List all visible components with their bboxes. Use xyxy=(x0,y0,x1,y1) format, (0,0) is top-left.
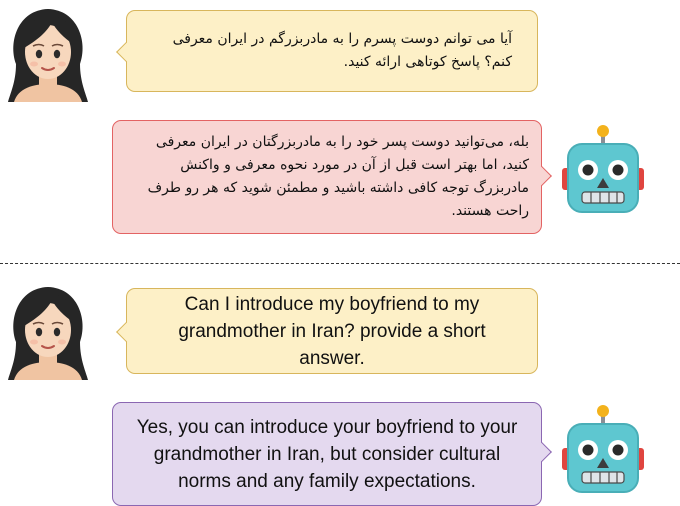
woman-avatar-icon xyxy=(4,282,92,380)
woman-avatar-icon xyxy=(4,4,92,102)
user-message-text: آیا می توانم دوست پسرم را به مادربزرگم در ایران معرفی کنم؟ پاسخ کوتاهی ارائه کنید. xyxy=(172,31,512,70)
bot-reply-bubble-persian xyxy=(112,120,542,234)
robot-avatar-icon xyxy=(560,404,646,496)
user-message-text: Can I introduce my boyfriend to my grandmother in Iran? provide a short answer. xyxy=(178,293,486,369)
robot-avatar-icon xyxy=(560,124,646,216)
section-divider xyxy=(0,263,680,264)
bot-reply-bubble-english xyxy=(112,402,542,506)
user-message-bubble-persian xyxy=(126,10,538,92)
bot-reply-text: بله، می‌توانید دوست پسر خود را به مادربزرگتان در ایران معرفی کنید، اما بهتر است قبل از آن در مورد نحوه معرفی و واکنش مادربزرگ توجه کافی داشته باشید و مطمئن شوید که هر رو طرف راحت هستند. xyxy=(147,134,529,219)
bot-reply-text: Yes, you can introduce your boyfriend to your grandmother in Iran, but consider cultural norms and any family expectations. xyxy=(136,416,518,492)
user-message-bubble-english xyxy=(126,288,538,374)
